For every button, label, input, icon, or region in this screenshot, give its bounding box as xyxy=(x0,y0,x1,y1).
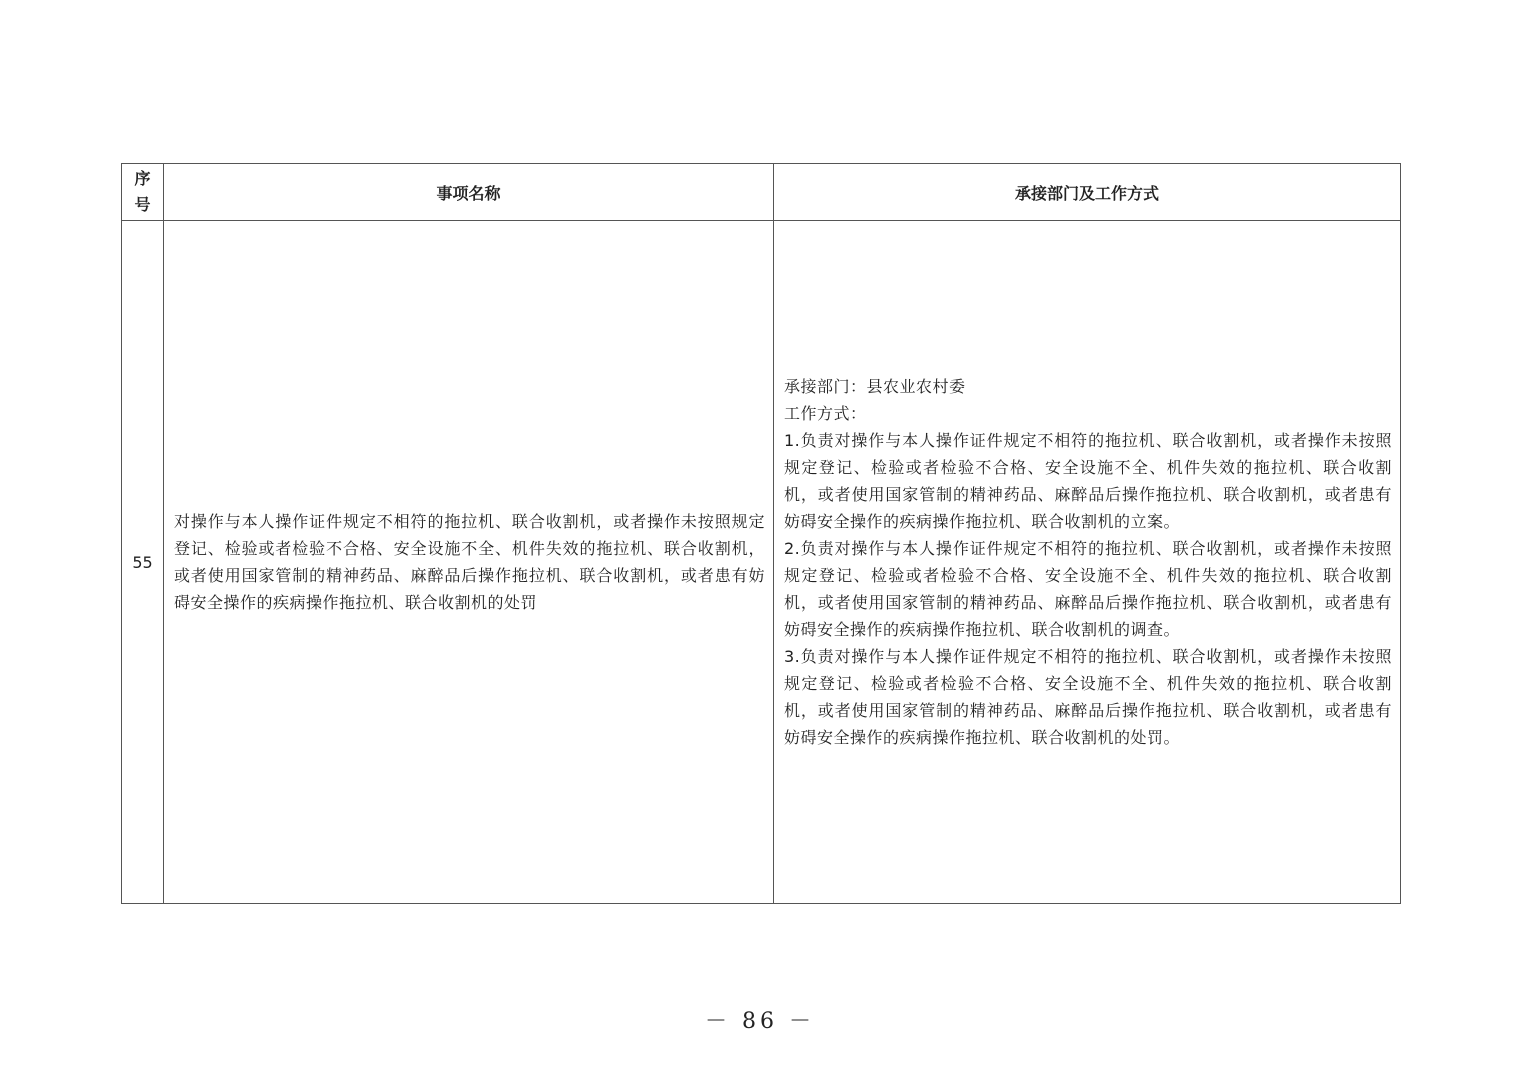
method-step-2-number: 2. xyxy=(784,539,801,559)
row-matter-name: 对操作与本人操作证件规定不相符的拖拉机、联合收割机，或者操作未按照规定登记、检验或者检验不合格、安全设施不全、机件失效的拖拉机、联合收割机，或者使用国家管制的精神药品、麻醉品后操作拖拉机、联合收割机，或者患有妨碍安全操作的疾病操作拖拉机、联合收割机的处罚 xyxy=(174,512,765,613)
method-step-2-text: 负责对操作与本人操作证件规定不相符的拖拉机、联合收割机，或者操作未按照规定登记、检验或者检验不合格、安全设施不全、机件失效的拖拉机、联合收割机，或者使用国家管制的精神药品、麻醉品后操作拖拉机、联合收割机，或者患有妨碍安全操作的疾病操作拖拉机、联合收割机的调查。 xyxy=(784,539,1392,640)
method-step-1-text: 负责对操作与本人操作证件规定不相符的拖拉机、联合收割机，或者操作未按照规定登记、检验或者检验不合格、安全设施不全、机件失效的拖拉机、联合收割机，或者使用国家管制的精神药品、麻醉品后操作拖拉机、联合收割机，或者患有妨碍安全操作的疾病操作拖拉机、联合收割机的立案。 xyxy=(784,431,1392,532)
method-step-3 xyxy=(784,643,1392,751)
table-header-row xyxy=(122,164,1401,221)
header-serial-number xyxy=(122,164,164,221)
row-serial-number: 55 xyxy=(122,221,164,904)
header-matter-name: 事项名称 xyxy=(164,164,774,221)
department-line: 承接部门：县农业农村委 xyxy=(784,377,966,397)
method-step-3-text: 负责对操作与本人操作证件规定不相符的拖拉机、联合收割机，或者操作未按照规定登记、检验或者检验不合格、安全设施不全、机件失效的拖拉机、联合收割机，或者使用国家管制的精神药品、麻醉品后操作拖拉机、联合收割机，或者患有妨碍安全操作的疾病操作拖拉机、联合收割机的处罚。 xyxy=(784,647,1392,748)
method-step-1-number: 1. xyxy=(784,431,801,451)
table-row xyxy=(122,221,1401,904)
header-serial-line1: 序 xyxy=(134,169,151,189)
method-step-2 xyxy=(784,535,1392,643)
header-department-method: 承接部门及工作方式 xyxy=(774,164,1401,221)
row-matter-name-cell xyxy=(164,221,774,904)
page-number: － 86 － xyxy=(705,1009,815,1034)
method-step-1 xyxy=(784,427,1392,535)
matters-table xyxy=(121,163,1401,904)
method-step-3-number: 3. xyxy=(784,647,801,667)
row-department-cell xyxy=(774,221,1401,904)
method-label: 工作方式： xyxy=(784,404,867,424)
header-serial-line2: 号 xyxy=(134,195,151,215)
